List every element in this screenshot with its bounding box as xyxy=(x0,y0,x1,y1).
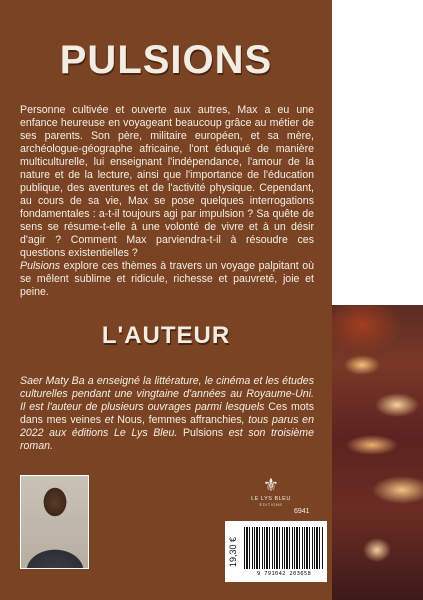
bio-part-5: , tous parus en 2022 aux éditions Le Lys Bleu. xyxy=(20,414,314,439)
price-text: 19,30 € xyxy=(228,536,239,567)
price-label xyxy=(225,521,242,582)
bio-part-3: et xyxy=(101,414,118,426)
book-code: 6941 xyxy=(294,508,310,515)
synopsis-title-italic: Pulsions xyxy=(20,260,61,272)
publisher-name: LE LYS BLEU xyxy=(251,496,291,502)
synopsis-closing xyxy=(20,260,314,299)
front-cover-fire-image xyxy=(332,305,423,600)
bio-part-1: Saer Maty Ba a enseigné la littérature, le cinéma et les études culturelles pendant une vingtaine d'années au Royaume-Uni. Il est l'auteur de plusieurs ouvrages parmi lesquels xyxy=(20,375,314,413)
spine-blank-area xyxy=(332,0,423,305)
publisher-sub: ÉDITIONS xyxy=(259,502,283,507)
author-bio xyxy=(20,375,314,453)
publisher-logo xyxy=(246,476,296,507)
barcode xyxy=(244,527,324,569)
barcode-panel xyxy=(225,521,327,582)
author-photo xyxy=(20,475,89,569)
author-heading: L'AUTEUR xyxy=(101,322,231,349)
synopsis xyxy=(20,104,314,299)
lily-icon: ⚜ xyxy=(262,475,280,495)
bio-part-6: Pulsions xyxy=(182,427,224,439)
synopsis-closing-text: explore ces thèmes à travers un voyage palpitant où se mêlent sublime et ridicule, richesse et pauvreté, joie et peine. xyxy=(20,260,314,298)
synopsis-paragraph: Personne cultivée et ouverte aux autres, Max a eu une enfance heureuse en voyageant beaucoup grâce au métier de ses parents. Son père, militaire européen, et sa mère, archéologue-géographe africaine, l'ont éduqué de manière multiculturelle, lui enseignant l'indépendance, l'amour de la nature et de la lecture, ainsi que l'importance de l'éducation publique, des aventures et de l'activité physique. Cependant, au cours de sa vie, Max se pose quelques interrogations fondamentales : a-t-il toujours agi par impulsion ? Sa quête de sens se résume-t-elle à une volonté de vivre et à un désir d'agir ? Comment Max parviendra-t-il à résoudre ces questions existentielles ? xyxy=(20,104,314,259)
book-title: PULSIONS xyxy=(59,38,273,82)
isbn-number: 9 791042 203658 xyxy=(256,571,312,577)
bio-part-7: est son troisième roman. xyxy=(20,427,314,452)
bio-part-4: Nous, femmes affranchies xyxy=(117,414,242,426)
bio-part-2: Ces mots dans mes veines xyxy=(20,401,314,426)
